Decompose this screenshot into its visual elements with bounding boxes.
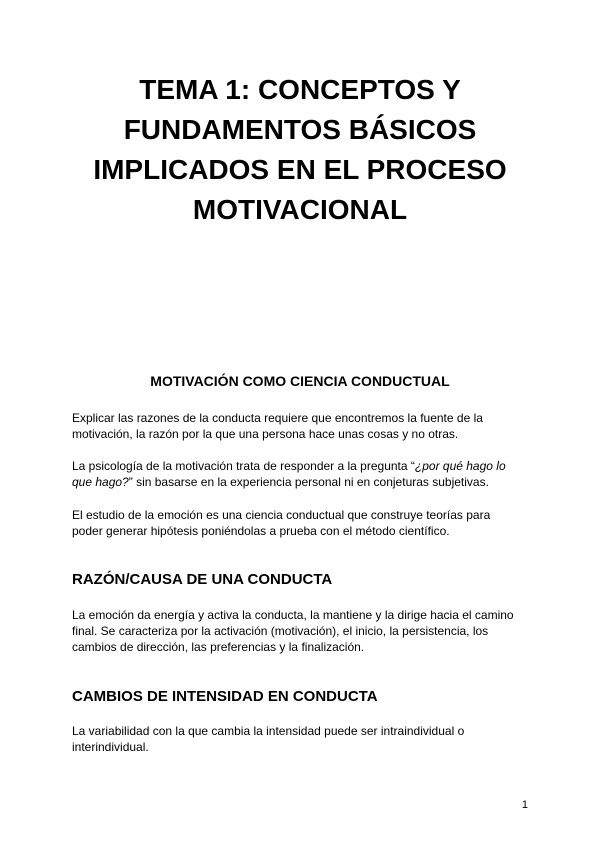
italic-question: ¿por qué hago lo (414, 459, 506, 473)
text-run: ” sin basarse en la experiencia personal ni en conjeturas subjetivas. (128, 475, 489, 489)
title-line: FUNDAMENTOS BÁSICOS (123, 114, 477, 145)
title-line: TEMA 1: CONCEPTOS Y (139, 74, 461, 105)
paragraph-line: final. Se caracteriza por la activación (motivación), el inicio, la persistencia, los (72, 624, 489, 638)
title-line: IMPLICADOS EN EL PROCESO (93, 154, 507, 185)
document-title (40, 70, 560, 230)
section-heading-cambios: CAMBIOS DE INTENSIDAD EN CONDUCTA (72, 688, 378, 705)
paragraph-variabilidad (72, 723, 532, 755)
paragraph-line: cambios de dirección, las preferencias y la finalización. (72, 640, 365, 654)
paragraph-psicologia (72, 458, 532, 490)
paragraph-line: La variabilidad con la que cambia la intensidad puede ser intraindividual o (72, 724, 465, 738)
paragraph-line: poder generar hipótesis poniéndolas a prueba con el método científico. (72, 524, 450, 538)
italic-question: que hago? (72, 475, 129, 489)
paragraph-explicar (72, 410, 532, 442)
paragraph-line: Explicar las razones de la conducta requiere que encontremos la fuente de la (72, 411, 483, 425)
paragraph-line: El estudio de la emoción es una ciencia conductual que construye teorías para (72, 508, 491, 522)
text-run: La psicología de la motivación trata de responder a la pregunta “ (72, 459, 415, 473)
page-number: 1 (521, 799, 528, 811)
paragraph-line (72, 474, 532, 490)
title-line: MOTIVACIONAL (192, 194, 408, 225)
paragraph-emocion (72, 607, 532, 655)
paragraph-line: motivación, la razón por la que una persona hace unas cosas y no otras. (72, 427, 459, 441)
section-heading-motivacion: MOTIVACIÓN COMO CIENCIA CONDUCTUAL (150, 373, 450, 389)
paragraph-line: La emoción da energía y activa la conducta, la mantiene y la dirige hacia el camino (72, 608, 514, 622)
paragraph-line (72, 458, 532, 474)
section-heading-razon: RAZÓN/CAUSA DE UNA CONDUCTA (72, 571, 333, 588)
paragraph-estudio (72, 507, 532, 539)
paragraph-line: interindividual. (72, 740, 149, 754)
